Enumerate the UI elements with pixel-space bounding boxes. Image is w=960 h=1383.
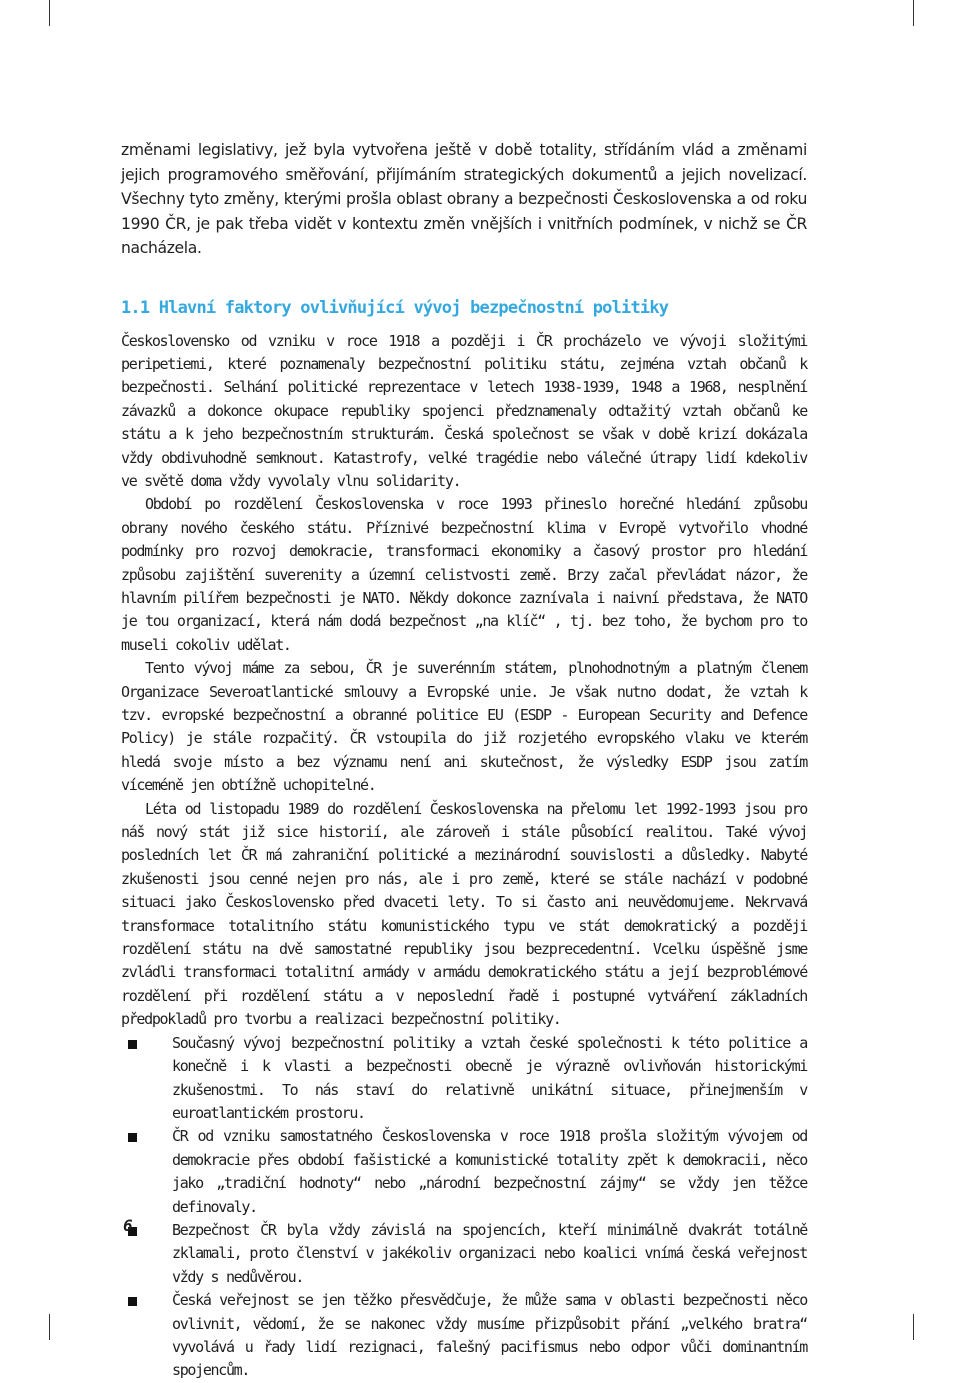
crop-mark-bottom-right [913, 1314, 914, 1340]
bullet-text: ČR od vzniku samostatného Československa v roce 1918 prošla složitým vývojem od demokracie přes období fašistické a komunistické totality zpět k demokracii, něco jako „tradiční hodnoty“ nebo „národní bezpečnostní zájmy“ se vždy jen těžce definovaly. [172, 1127, 807, 1216]
bullet-item [121, 1032, 807, 1126]
paragraph-3: Tento vývoj máme za sebou, ČR je suverénním státem, plnohodnotným a platným členem Organizace Severoatlantické smlouvy a Evropské unie. Je však nutno dodat, že vztah k tzv. evropské bezpečnostní a obranné politice EU (ESDP - European Security and Defence Policy) je stále rozpačitý. ČR vstoupila do již rozjetého evropského vlaku ve kterém hledá svoje místo a bez významu není ani skutečnost, že výsledky ESDP jsou zatím víceméně jen obtížně uchopitelné. [121, 659, 807, 795]
crop-mark-bottom-left [49, 1314, 50, 1340]
bullet-item [121, 1289, 807, 1383]
bullet-item [121, 1125, 807, 1219]
square-bullet-icon [128, 1133, 137, 1142]
bullet-list [121, 1032, 807, 1383]
bullet-text: Česká veřejnost se jen těžko přesvědčuje, že může sama v oblasti bezpečnosti něco ovlivnit, vědomí, že se nakonec vždy musíme přizpůsobit přání „velkého bratra“ vyvolává u řady lidí rezignaci, falešný pacifismus nebo odpor vůči dominantním spojencům. [172, 1291, 807, 1380]
paragraph-2: Období po rozdělení Československa v roce 1993 přineslo horečné hledání způsobu obrany nového českého státu. Příznivé bezpečnostní klima v Evropě vytvořilo vhodné podmínky pro rozvoj demokracie, transformaci ekonomiky a časový prostor pro hledání způsobu zajištění suverenity a územní celistvosti země. Brzy začal převládat názor, že hlavním pilířem bezpečnosti je NATO. Někdy dokonce zaznívala i naivní představa, že NATO je tou organizací, která nám dodá bezpečnost „na klíč“ , tj. bez toho, že bychom pro to museli cokoliv udělat. [121, 495, 807, 654]
section-heading: 1.1 Hlavní faktory ovlivňující vývoj bezpečnostní politiky [121, 297, 669, 318]
intro-paragraph: změnami legislativy, jež byla vytvořena ještě v době totality, střídáním vlád a změnami jejich programového směřování, přijímáním strategických dokumentů a jejich novelizací. Všechny tyto změny, kterými prošla oblast obrany a bezpečnosti Československa a od roku 1990 ČR, je pak třeba vidět v kontextu změn vnějších i vnitřních podmínek, v nichž se ČR nacházela. [121, 141, 807, 257]
bullet-text: Současný vývoj bezpečnostní politiky a vztah české společnosti k této politice a konečně i k vlasti a bezpečnosti obecně je výrazně ovlivňován historickými zkušenostmi. To nás staví do relativně unikátní situace, přinejmenším v euroatlantickém prostoru. [172, 1033, 807, 1122]
crop-mark-top-left [49, 0, 50, 26]
crop-mark-top-right [913, 0, 914, 26]
square-bullet-icon [128, 1297, 137, 1306]
bullet-text: Bezpečnost ČR byla vždy závislá na spojencích, kteří minimálně dvakrát totálně zklamali, proto členství v jakékoliv organizaci nebo koalici vnímá česká veřejnost vždy s nedůvěrou. [172, 1220, 807, 1286]
page-number: 6 [123, 1216, 133, 1235]
square-bullet-icon [128, 1040, 137, 1049]
bullet-item [121, 1219, 807, 1289]
paragraph-1: Československo od vzniku v roce 1918 a později i ČR procházelo ve vývoji složitými peripetiemi, které poznamenaly bezpečnostní politiku státu, zejména vztah občanů k bezpečnosti. Selhání politické reprezentace v letech 1938-1939, 1948 a 1968, nesplnění závazků a dokonce okupace republiky spojenci předznamenaly odtažitý vztah občanů ke státu a k jeho bezpečnostním strukturám. Česká společnost se však v době krizí dokázala vždy obdivuhodně semknout. Katastrofy, velké tragédie nebo válečné útrapy lidí kdekoliv ve světě doma vždy vyvolaly vlnu solidarity. [121, 331, 807, 490]
section-body [121, 330, 807, 1383]
paragraph-4: Léta od listopadu 1989 do rozdělení Československa na přelomu let 1992-1993 jsou pro náš nový stát již sice historií, ale zároveň i stále působící realitou. Také vývoj posledních let ČR má zahraniční politické a mezinárodní souvislosti a důsledky. Nabyté zkušenosti jsou cenné nejen pro nás, ale i pro země, které se stále nachází v podobné situaci jako Československo před dvaceti lety. To si často ani neuvědomujeme. Nekrvavá transformace totalitního státu komunistického typu ve stát demokratický a později rozdělení státu na dvě samostatné republiky jsou bezprecedentní. Vcelku úspěšně jsme zvládli transformaci totalitní armády v armádu demokratického státu a její bezproblémové rozdělení při rozdělení státu a v neposlední řadě i postupné vytváření základních předpokladů pro tvorbu a realizaci bezpečnostní politiky. [121, 799, 807, 1029]
page-content [121, 138, 807, 1383]
